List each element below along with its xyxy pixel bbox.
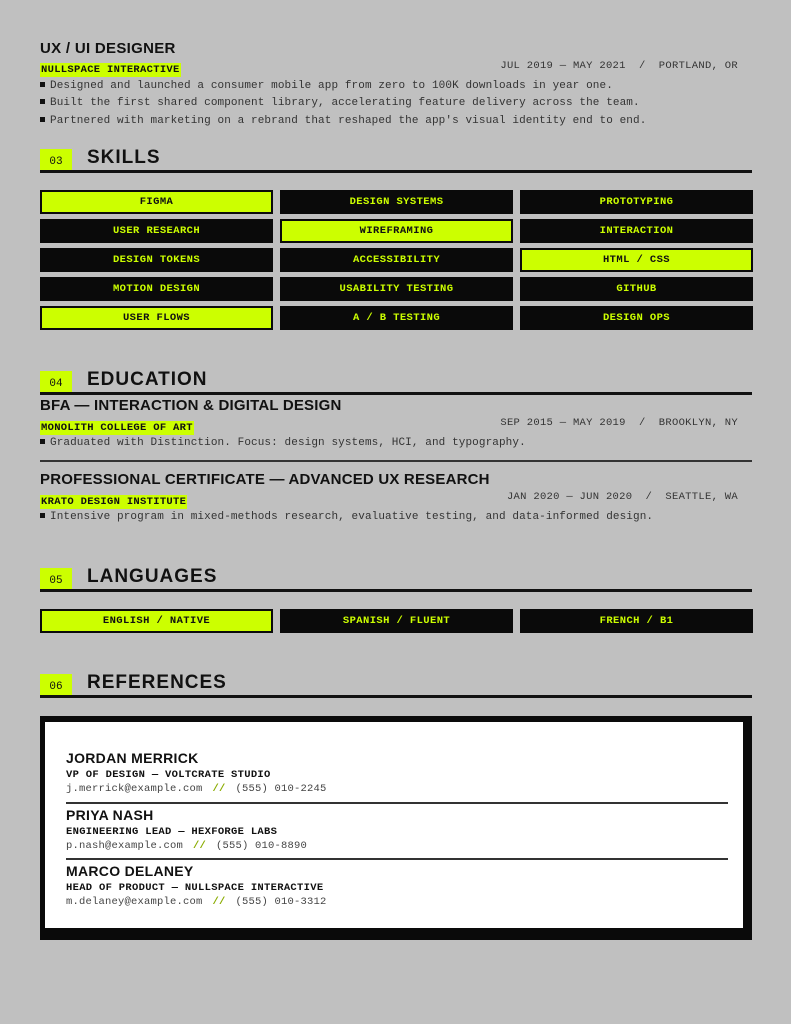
education-meta: SEP 2015 — MAY 2019 / BROOKLYN, NY: [500, 417, 738, 429]
skill-tag-motion-design: MOTION DESIGN: [40, 277, 273, 301]
job-location: PORTLAND, OR: [658, 60, 738, 72]
reference-email[interactable]: m.delaney@example.com: [66, 896, 203, 908]
reference-entry: [66, 750, 723, 795]
job-org: NULLSPACE INTERACTIVE: [41, 64, 180, 76]
section-title: REFERENCES: [87, 672, 227, 693]
skill-tag-github: GITHUB: [520, 277, 753, 301]
reference-contact: [66, 840, 723, 852]
skill-tag-prototyping: PROTOTYPING: [520, 190, 753, 214]
reference-email[interactable]: j.merrick@example.com: [66, 783, 203, 795]
reference-name: PRIYA NASH: [66, 807, 154, 823]
education-location: BROOKLYN, NY: [658, 417, 738, 429]
education-dates: JAN 2020 — JUN 2020: [506, 491, 633, 503]
section-title: SKILLS: [87, 147, 161, 168]
section-title: EDUCATION: [87, 369, 208, 390]
skill-tag-interaction: INTERACTION: [520, 219, 753, 243]
reference-contact: [66, 783, 723, 795]
section-header-languages: [40, 565, 752, 592]
education-school-row: [40, 491, 187, 509]
education-degree: BFA — INTERACTION & DIGITAL DESIGN: [40, 397, 342, 414]
contact-separator: //: [193, 840, 207, 852]
job-bullet: Built the first shared component library, accelerating feature delivery across the team.: [40, 97, 640, 109]
skill-tag-figma: FIGMA: [40, 190, 273, 214]
job-bullet: Partnered with marketing on a rebrand that reshaped the app's visual identity end to end.: [40, 115, 646, 127]
language-tag-english-native: ENGLISH / NATIVE: [40, 609, 273, 633]
section-header-references: [40, 671, 752, 698]
education-school: MONOLITH COLLEGE OF ART: [41, 422, 193, 434]
reference-phone[interactable]: (555) 010-3312: [235, 896, 327, 908]
skill-tag-usability-testing: USABILITY TESTING: [280, 277, 513, 301]
skill-tag-design-tokens: DESIGN TOKENS: [40, 248, 273, 272]
job-dates: JUL 2019 — MAY 2021: [500, 60, 626, 72]
reference-phone[interactable]: (555) 010-2245: [235, 783, 327, 795]
skill-tag-a-b-testing: A / B TESTING: [280, 306, 513, 330]
language-tag-french-b1: FRENCH / B1: [520, 609, 753, 633]
section-title: LANGUAGES: [87, 566, 218, 587]
reference-email[interactable]: p.nash@example.com: [66, 840, 184, 852]
section-number: 03: [40, 149, 72, 170]
education-location: SEATTLE, WA: [665, 491, 738, 503]
job-title: UX / UI DESIGNER: [40, 40, 176, 57]
skill-tag-design-ops: DESIGN OPS: [520, 306, 753, 330]
education-dates: SEP 2015 — MAY 2019: [500, 417, 626, 429]
references-box: [40, 716, 752, 940]
job-meta: JUL 2019 — MAY 2021 / PORTLAND, OR: [500, 60, 738, 72]
reference-divider: [66, 802, 728, 804]
reference-role: HEAD OF PRODUCT — NULLSPACE INTERACTIVE: [66, 882, 324, 894]
section-number: 04: [40, 371, 72, 392]
reference-phone[interactable]: (555) 010-8890: [216, 840, 308, 852]
section-header-skills: [40, 146, 752, 173]
skill-tag-html-css: HTML / CSS: [520, 248, 753, 272]
references-card: [45, 722, 743, 928]
reference-entry: [66, 807, 723, 852]
education-meta: JAN 2020 — JUN 2020 / SEATTLE, WA: [506, 491, 738, 503]
skill-tag-user-flows: USER FLOWS: [40, 306, 273, 330]
education-bullet: Graduated with Distinction. Focus: design systems, HCI, and typography.: [40, 437, 526, 449]
section-header-education: [40, 368, 752, 395]
skill-tag-design-systems: DESIGN SYSTEMS: [280, 190, 513, 214]
contact-separator: //: [212, 896, 226, 908]
reference-role: VP OF DESIGN — VOLTCRATE STUDIO: [66, 769, 271, 781]
skill-tag-user-research: USER RESEARCH: [40, 219, 273, 243]
job-bullet: Designed and launched a consumer mobile app from zero to 100K downloads in year one.: [40, 80, 613, 92]
reference-contact: [66, 896, 723, 908]
language-tag-spanish-fluent: SPANISH / FLUENT: [280, 609, 513, 633]
reference-entry: [66, 863, 723, 908]
education-bullet: Intensive program in mixed-methods research, evaluative testing, and data-informed design.: [40, 511, 653, 523]
education-divider: [40, 460, 752, 462]
skill-tag-wireframing: WIREFRAMING: [280, 219, 513, 243]
reference-divider: [66, 858, 728, 860]
job-org-row: [40, 59, 181, 77]
section-number: 06: [40, 674, 72, 695]
reference-name: JORDAN MERRICK: [66, 750, 199, 766]
reference-name: MARCO DELANEY: [66, 863, 194, 879]
education-degree: PROFESSIONAL CERTIFICATE — ADVANCED UX RESEARCH: [40, 471, 490, 488]
education-school-row: [40, 417, 194, 435]
contact-separator: //: [212, 783, 226, 795]
section-number: 05: [40, 568, 72, 589]
skill-tag-accessibility: ACCESSIBILITY: [280, 248, 513, 272]
education-school: KRATO DESIGN INSTITUTE: [41, 496, 187, 508]
reference-role: ENGINEERING LEAD — HEXFORGE LABS: [66, 826, 278, 838]
